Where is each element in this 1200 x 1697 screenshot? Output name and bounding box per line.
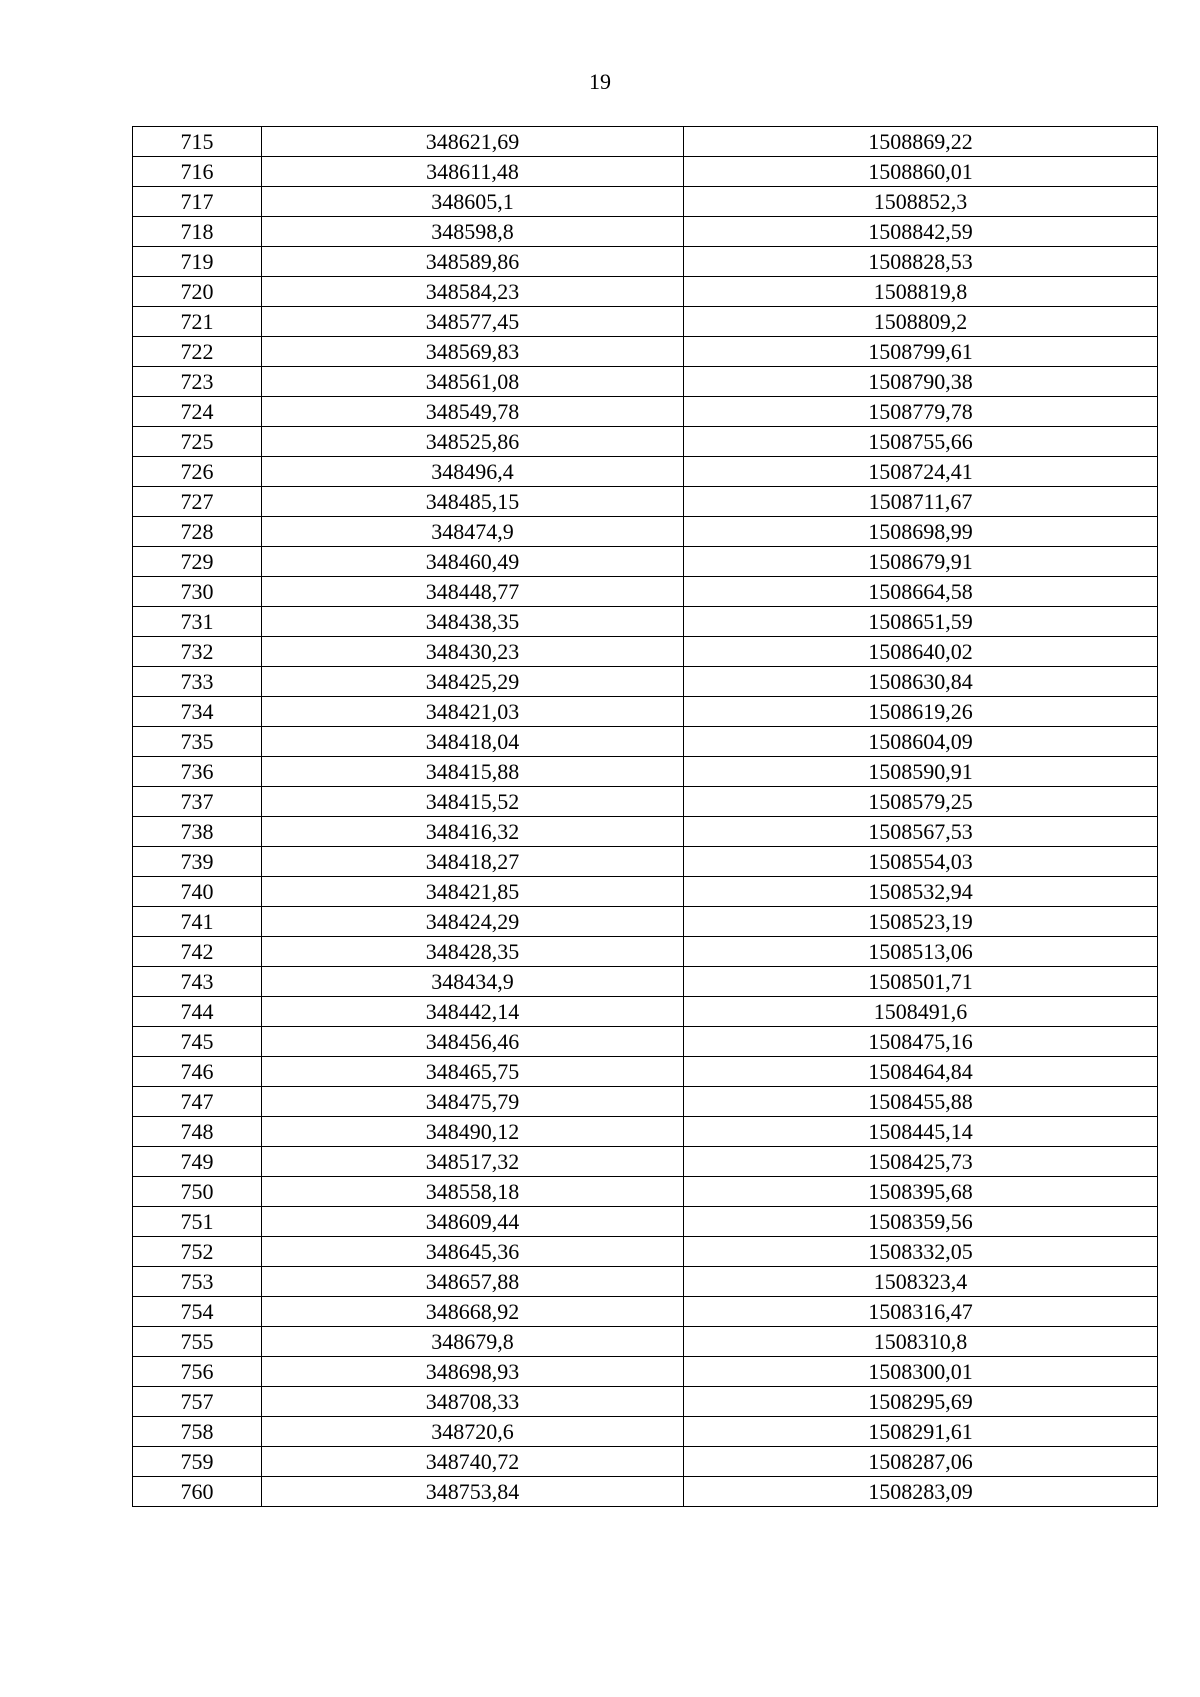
y-coordinate-cell: 1508455,88 xyxy=(684,1087,1158,1117)
page-number: 19 xyxy=(589,69,611,94)
point-number-cell: 731 xyxy=(133,607,262,637)
table-row xyxy=(133,1417,1158,1447)
table-row xyxy=(133,877,1158,907)
table-row xyxy=(133,727,1158,757)
point-number-cell: 745 xyxy=(133,1027,262,1057)
table-row xyxy=(133,1237,1158,1267)
point-number-cell: 760 xyxy=(133,1477,262,1507)
x-coordinate-cell: 348740,72 xyxy=(262,1447,684,1477)
table-row xyxy=(133,547,1158,577)
point-number-cell: 727 xyxy=(133,487,262,517)
x-coordinate-cell: 348589,86 xyxy=(262,247,684,277)
y-coordinate-cell: 1508287,06 xyxy=(684,1447,1158,1477)
point-number-cell: 749 xyxy=(133,1147,262,1177)
table-row xyxy=(133,157,1158,187)
x-coordinate-cell: 348668,92 xyxy=(262,1297,684,1327)
table-row xyxy=(133,397,1158,427)
y-coordinate-cell: 1508590,91 xyxy=(684,757,1158,787)
x-coordinate-cell: 348558,18 xyxy=(262,1177,684,1207)
y-coordinate-cell: 1508604,09 xyxy=(684,727,1158,757)
point-number-cell: 726 xyxy=(133,457,262,487)
table-row xyxy=(133,1447,1158,1477)
point-number-cell: 738 xyxy=(133,817,262,847)
y-coordinate-cell: 1508283,09 xyxy=(684,1477,1158,1507)
y-coordinate-cell: 1508464,84 xyxy=(684,1057,1158,1087)
x-coordinate-cell: 348460,49 xyxy=(262,547,684,577)
point-number-cell: 740 xyxy=(133,877,262,907)
x-coordinate-cell: 348425,29 xyxy=(262,667,684,697)
table-row xyxy=(133,1087,1158,1117)
table-row xyxy=(133,1267,1158,1297)
x-coordinate-cell: 348456,46 xyxy=(262,1027,684,1057)
table-row xyxy=(133,1207,1158,1237)
x-coordinate-cell: 348421,85 xyxy=(262,877,684,907)
point-number-cell: 756 xyxy=(133,1357,262,1387)
x-coordinate-cell: 348424,29 xyxy=(262,907,684,937)
table-row xyxy=(133,487,1158,517)
x-coordinate-cell: 348496,4 xyxy=(262,457,684,487)
x-coordinate-cell: 348611,48 xyxy=(262,157,684,187)
y-coordinate-cell: 1508291,61 xyxy=(684,1417,1158,1447)
y-coordinate-cell: 1508395,68 xyxy=(684,1177,1158,1207)
point-number-cell: 750 xyxy=(133,1177,262,1207)
table-row xyxy=(133,1057,1158,1087)
y-coordinate-cell: 1508323,4 xyxy=(684,1267,1158,1297)
table-row xyxy=(133,1477,1158,1507)
x-coordinate-cell: 348549,78 xyxy=(262,397,684,427)
x-coordinate-cell: 348525,86 xyxy=(262,427,684,457)
table-row xyxy=(133,697,1158,727)
y-coordinate-cell: 1508698,99 xyxy=(684,517,1158,547)
x-coordinate-cell: 348415,52 xyxy=(262,787,684,817)
point-number-cell: 717 xyxy=(133,187,262,217)
point-number-cell: 743 xyxy=(133,967,262,997)
point-number-cell: 744 xyxy=(133,997,262,1027)
y-coordinate-cell: 1508523,19 xyxy=(684,907,1158,937)
point-number-cell: 729 xyxy=(133,547,262,577)
y-coordinate-cell: 1508724,41 xyxy=(684,457,1158,487)
point-number-cell: 730 xyxy=(133,577,262,607)
table-row xyxy=(133,1027,1158,1057)
table-row xyxy=(133,967,1158,997)
y-coordinate-cell: 1508513,06 xyxy=(684,937,1158,967)
table-row xyxy=(133,1387,1158,1417)
point-number-cell: 741 xyxy=(133,907,262,937)
x-coordinate-cell: 348561,08 xyxy=(262,367,684,397)
table-row xyxy=(133,997,1158,1027)
table-row xyxy=(133,427,1158,457)
table-row xyxy=(133,457,1158,487)
x-coordinate-cell: 348485,15 xyxy=(262,487,684,517)
point-number-cell: 758 xyxy=(133,1417,262,1447)
y-coordinate-cell: 1508755,66 xyxy=(684,427,1158,457)
table-row xyxy=(133,367,1158,397)
y-coordinate-cell: 1508310,8 xyxy=(684,1327,1158,1357)
y-coordinate-cell: 1508475,16 xyxy=(684,1027,1158,1057)
y-coordinate-cell: 1508809,2 xyxy=(684,307,1158,337)
y-coordinate-cell: 1508679,91 xyxy=(684,547,1158,577)
point-number-cell: 721 xyxy=(133,307,262,337)
point-number-cell: 747 xyxy=(133,1087,262,1117)
x-coordinate-cell: 348679,8 xyxy=(262,1327,684,1357)
point-number-cell: 755 xyxy=(133,1327,262,1357)
x-coordinate-cell: 348708,33 xyxy=(262,1387,684,1417)
x-coordinate-cell: 348434,9 xyxy=(262,967,684,997)
y-coordinate-cell: 1508860,01 xyxy=(684,157,1158,187)
coordinates-table xyxy=(132,126,1158,1507)
y-coordinate-cell: 1508501,71 xyxy=(684,967,1158,997)
y-coordinate-cell: 1508842,59 xyxy=(684,217,1158,247)
y-coordinate-cell: 1508567,53 xyxy=(684,817,1158,847)
point-number-cell: 719 xyxy=(133,247,262,277)
y-coordinate-cell: 1508852,3 xyxy=(684,187,1158,217)
y-coordinate-cell: 1508332,05 xyxy=(684,1237,1158,1267)
point-number-cell: 735 xyxy=(133,727,262,757)
x-coordinate-cell: 348438,35 xyxy=(262,607,684,637)
x-coordinate-cell: 348720,6 xyxy=(262,1417,684,1447)
point-number-cell: 752 xyxy=(133,1237,262,1267)
point-number-cell: 720 xyxy=(133,277,262,307)
table-row xyxy=(133,637,1158,667)
y-coordinate-cell: 1508651,59 xyxy=(684,607,1158,637)
y-coordinate-cell: 1508828,53 xyxy=(684,247,1158,277)
y-coordinate-cell: 1508491,6 xyxy=(684,997,1158,1027)
table-row xyxy=(133,937,1158,967)
x-coordinate-cell: 348474,9 xyxy=(262,517,684,547)
x-coordinate-cell: 348657,88 xyxy=(262,1267,684,1297)
point-number-cell: 734 xyxy=(133,697,262,727)
table-row xyxy=(133,517,1158,547)
y-coordinate-cell: 1508619,26 xyxy=(684,697,1158,727)
table-row xyxy=(133,1177,1158,1207)
point-number-cell: 725 xyxy=(133,427,262,457)
table-row xyxy=(133,757,1158,787)
table-row xyxy=(133,1147,1158,1177)
y-coordinate-cell: 1508532,94 xyxy=(684,877,1158,907)
y-coordinate-cell: 1508359,56 xyxy=(684,1207,1158,1237)
coordinates-table-body xyxy=(133,127,1158,1507)
x-coordinate-cell: 348418,04 xyxy=(262,727,684,757)
point-number-cell: 759 xyxy=(133,1447,262,1477)
table-row xyxy=(133,847,1158,877)
table-row xyxy=(133,217,1158,247)
y-coordinate-cell: 1508579,25 xyxy=(684,787,1158,817)
y-coordinate-cell: 1508711,67 xyxy=(684,487,1158,517)
x-coordinate-cell: 348421,03 xyxy=(262,697,684,727)
x-coordinate-cell: 348430,23 xyxy=(262,637,684,667)
x-coordinate-cell: 348698,93 xyxy=(262,1357,684,1387)
x-coordinate-cell: 348418,27 xyxy=(262,847,684,877)
point-number-cell: 716 xyxy=(133,157,262,187)
point-number-cell: 723 xyxy=(133,367,262,397)
point-number-cell: 757 xyxy=(133,1387,262,1417)
point-number-cell: 739 xyxy=(133,847,262,877)
point-number-cell: 737 xyxy=(133,787,262,817)
x-coordinate-cell: 348465,75 xyxy=(262,1057,684,1087)
point-number-cell: 748 xyxy=(133,1117,262,1147)
point-number-cell: 715 xyxy=(133,127,262,157)
y-coordinate-cell: 1508819,8 xyxy=(684,277,1158,307)
point-number-cell: 728 xyxy=(133,517,262,547)
table-row xyxy=(133,577,1158,607)
x-coordinate-cell: 348645,36 xyxy=(262,1237,684,1267)
table-row xyxy=(133,277,1158,307)
point-number-cell: 751 xyxy=(133,1207,262,1237)
x-coordinate-cell: 348448,77 xyxy=(262,577,684,607)
table-row xyxy=(133,337,1158,367)
point-number-cell: 742 xyxy=(133,937,262,967)
y-coordinate-cell: 1508295,69 xyxy=(684,1387,1158,1417)
x-coordinate-cell: 348442,14 xyxy=(262,997,684,1027)
table-row xyxy=(133,667,1158,697)
point-number-cell: 753 xyxy=(133,1267,262,1297)
point-number-cell: 746 xyxy=(133,1057,262,1087)
table-row xyxy=(133,307,1158,337)
y-coordinate-cell: 1508445,14 xyxy=(684,1117,1158,1147)
table-row xyxy=(133,187,1158,217)
table-row xyxy=(133,1117,1158,1147)
point-number-cell: 724 xyxy=(133,397,262,427)
table-row xyxy=(133,607,1158,637)
x-coordinate-cell: 348517,32 xyxy=(262,1147,684,1177)
table-row xyxy=(133,817,1158,847)
point-number-cell: 754 xyxy=(133,1297,262,1327)
y-coordinate-cell: 1508316,47 xyxy=(684,1297,1158,1327)
table-row xyxy=(133,1327,1158,1357)
y-coordinate-cell: 1508664,58 xyxy=(684,577,1158,607)
x-coordinate-cell: 348605,1 xyxy=(262,187,684,217)
y-coordinate-cell: 1508640,02 xyxy=(684,637,1158,667)
y-coordinate-cell: 1508425,73 xyxy=(684,1147,1158,1177)
x-coordinate-cell: 348609,44 xyxy=(262,1207,684,1237)
x-coordinate-cell: 348753,84 xyxy=(262,1477,684,1507)
x-coordinate-cell: 348598,8 xyxy=(262,217,684,247)
point-number-cell: 722 xyxy=(133,337,262,367)
table-row xyxy=(133,1297,1158,1327)
y-coordinate-cell: 1508799,61 xyxy=(684,337,1158,367)
x-coordinate-cell: 348584,23 xyxy=(262,277,684,307)
point-number-cell: 733 xyxy=(133,667,262,697)
table-row xyxy=(133,247,1158,277)
table-row xyxy=(133,1357,1158,1387)
x-coordinate-cell: 348415,88 xyxy=(262,757,684,787)
x-coordinate-cell: 348490,12 xyxy=(262,1117,684,1147)
table-row xyxy=(133,907,1158,937)
y-coordinate-cell: 1508630,84 xyxy=(684,667,1158,697)
x-coordinate-cell: 348416,32 xyxy=(262,817,684,847)
y-coordinate-cell: 1508554,03 xyxy=(684,847,1158,877)
x-coordinate-cell: 348475,79 xyxy=(262,1087,684,1117)
x-coordinate-cell: 348621,69 xyxy=(262,127,684,157)
y-coordinate-cell: 1508300,01 xyxy=(684,1357,1158,1387)
y-coordinate-cell: 1508779,78 xyxy=(684,397,1158,427)
x-coordinate-cell: 348428,35 xyxy=(262,937,684,967)
x-coordinate-cell: 348569,83 xyxy=(262,337,684,367)
table-row xyxy=(133,787,1158,817)
y-coordinate-cell: 1508869,22 xyxy=(684,127,1158,157)
point-number-cell: 732 xyxy=(133,637,262,667)
x-coordinate-cell: 348577,45 xyxy=(262,307,684,337)
point-number-cell: 718 xyxy=(133,217,262,247)
point-number-cell: 736 xyxy=(133,757,262,787)
table-row xyxy=(133,127,1158,157)
y-coordinate-cell: 1508790,38 xyxy=(684,367,1158,397)
